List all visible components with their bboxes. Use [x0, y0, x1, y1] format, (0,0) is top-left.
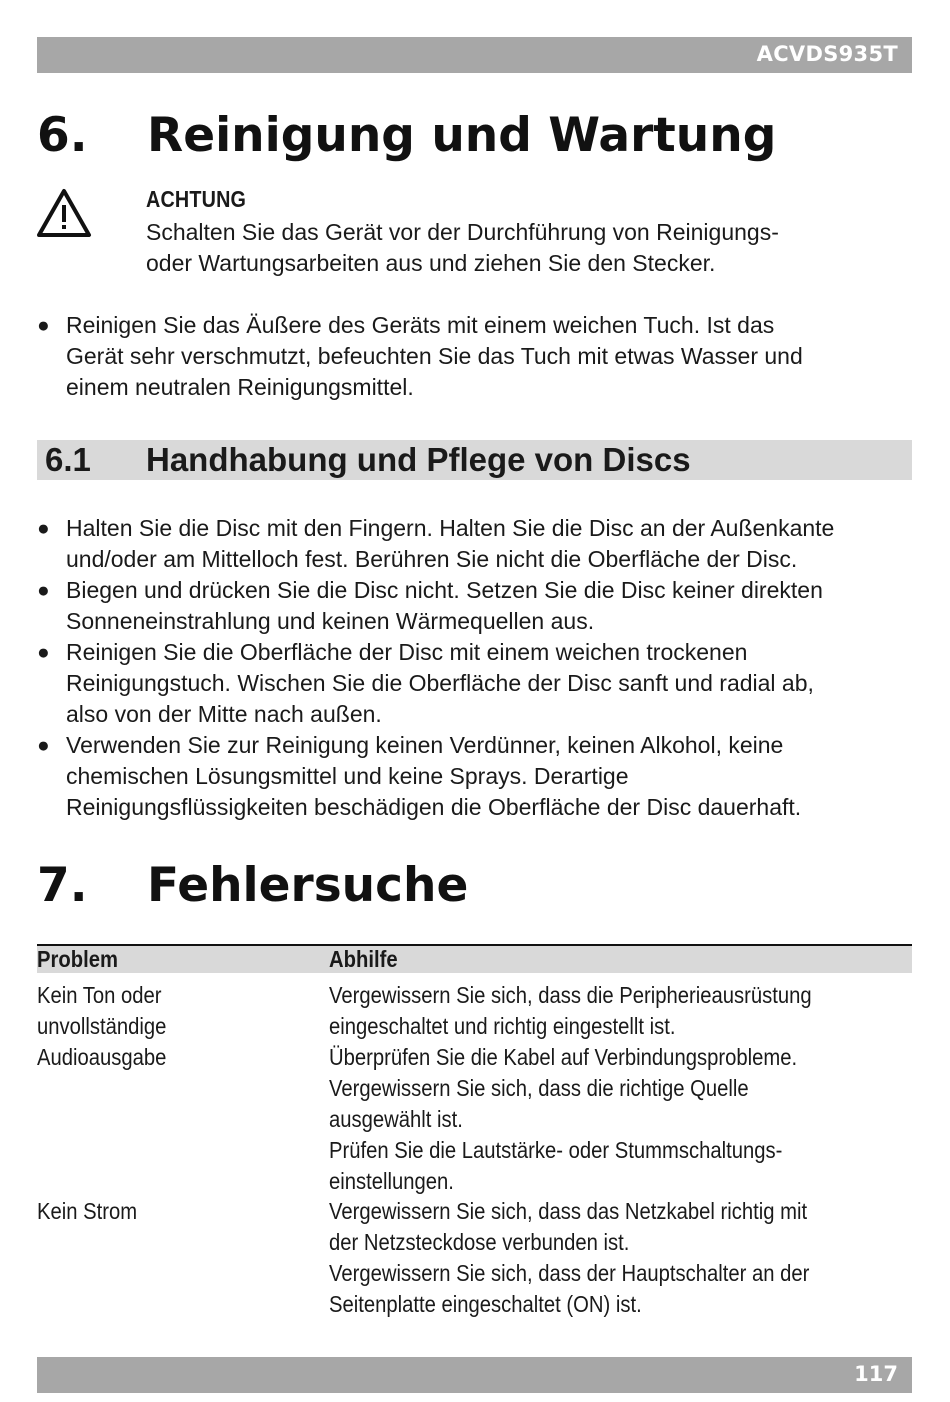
section-6-1-heading	[37, 440, 912, 480]
bullet-line: einem neutralen Reinigungsmittel.	[66, 374, 414, 400]
cell-line: Vergewissern Sie sich, dass die Peripherieausrüstung	[329, 982, 812, 1008]
bullet-dot-icon: ●	[37, 734, 50, 757]
remedy-cell	[329, 980, 812, 1197]
problem-cell	[37, 980, 166, 1073]
bullet-line: Reinigungsflüssigkeiten beschädigen die Oberfläche der Disc dauerhaft.	[66, 794, 802, 820]
cell-line: der Netzsteckdose verbunden ist.	[329, 1229, 630, 1255]
cell-line: ausgewählt ist.	[329, 1106, 463, 1132]
section-6-title: Reinigung und Wartung	[147, 108, 777, 163]
bullet-item	[37, 637, 917, 730]
cell-line: eingeschaltet und richtig eingestellt ist.	[329, 1013, 676, 1039]
bullet-dot-icon: ●	[37, 517, 50, 540]
warning-text	[146, 217, 906, 279]
section-6-number: 6.	[37, 108, 88, 163]
header-bar	[37, 37, 912, 73]
bullet-line: Halten Sie die Disc mit den Fingern. Halten Sie die Disc an der Außenkante	[66, 515, 835, 541]
bullet-line: Biegen und drücken Sie die Disc nicht. Setzen Sie die Disc keiner direkten	[66, 577, 823, 603]
cell-line: Seitenplatte eingeschaltet (ON) ist.	[329, 1291, 642, 1317]
bullet-line: Reinigen Sie das Äußere des Geräts mit einem weichen Tuch. Ist das	[66, 312, 775, 338]
cell-line: Vergewissern Sie sich, dass die richtige Quelle	[329, 1075, 749, 1101]
table-header-problem: Problem	[37, 946, 118, 972]
table-header-row	[37, 946, 912, 973]
problem-cell	[37, 1196, 137, 1227]
section-6-bullet-list	[37, 310, 917, 403]
warning-triangle-icon	[36, 188, 92, 238]
bullet-line: Verwenden Sie zur Reinigung keinen Verdünner, keinen Alkohol, keine	[66, 732, 784, 758]
bullet-dot-icon: ●	[37, 579, 50, 602]
bullet-item	[37, 730, 917, 823]
warning-line: oder Wartungsarbeiten aus und ziehen Sie den Stecker.	[146, 250, 716, 276]
bullet-line: also von der Mitte nach außen.	[66, 701, 382, 727]
cell-line: Vergewissern Sie sich, dass das Netzkabel richtig mit	[329, 1198, 808, 1224]
bullet-dot-icon: ●	[37, 641, 50, 664]
section-6-1-number: 6.1	[45, 441, 91, 478]
cell-line: Kein Ton oder	[37, 982, 162, 1008]
bullet-item	[37, 513, 917, 575]
cell-line: Überprüfen Sie die Kabel auf Verbindungsprobleme.	[329, 1044, 798, 1070]
cell-line: Kein Strom	[37, 1198, 138, 1224]
section-6-1-bullet-list	[37, 513, 917, 823]
cell-line: einstellungen.	[329, 1168, 454, 1194]
warning-line: Schalten Sie das Gerät vor der Durchführung von Reinigungs-	[146, 219, 779, 245]
cell-line: Audioausgabe	[37, 1044, 167, 1070]
bullet-line: chemischen Lösungsmittel und keine Sprays. Derartige	[66, 763, 629, 789]
bullet-line: Reinigungstuch. Wischen Sie die Oberfläche der Disc sanft und radial ab,	[66, 670, 814, 696]
bullet-line: Sonneneinstrahlung und keinen Wärmequellen aus.	[66, 608, 595, 634]
bullet-line: und/oder am Mittelloch fest. Berühren Sie nicht die Oberfläche der Disc.	[66, 546, 798, 572]
bullet-line: Gerät sehr verschmutzt, befeuchten Sie das Tuch mit etwas Wasser und	[66, 343, 803, 369]
cell-line: Vergewissern Sie sich, dass der Hauptschalter an der	[329, 1260, 810, 1286]
bullet-item	[37, 310, 917, 403]
section-7-number: 7.	[37, 858, 88, 913]
model-number: ACVDS935T	[756, 42, 898, 66]
cell-line: Prüfen Sie die Lautstärke- oder Stummschaltungs-	[329, 1137, 783, 1163]
footer-bar	[37, 1357, 912, 1393]
section-6-1-title: Handhabung und Pflege von Discs	[146, 441, 691, 478]
bullet-dot-icon: ●	[37, 314, 50, 337]
table-header-remedy: Abhilfe	[329, 946, 398, 972]
bullet-line: Reinigen Sie die Oberfläche der Disc mit einem weichen trockenen	[66, 639, 748, 665]
warning-title: ACHTUNG	[146, 186, 247, 212]
remedy-cell	[329, 1196, 809, 1320]
bullet-item	[37, 575, 917, 637]
cell-line: unvollständige	[37, 1013, 167, 1039]
section-7-title: Fehlersuche	[147, 858, 469, 913]
page-number: 117	[854, 1362, 898, 1386]
